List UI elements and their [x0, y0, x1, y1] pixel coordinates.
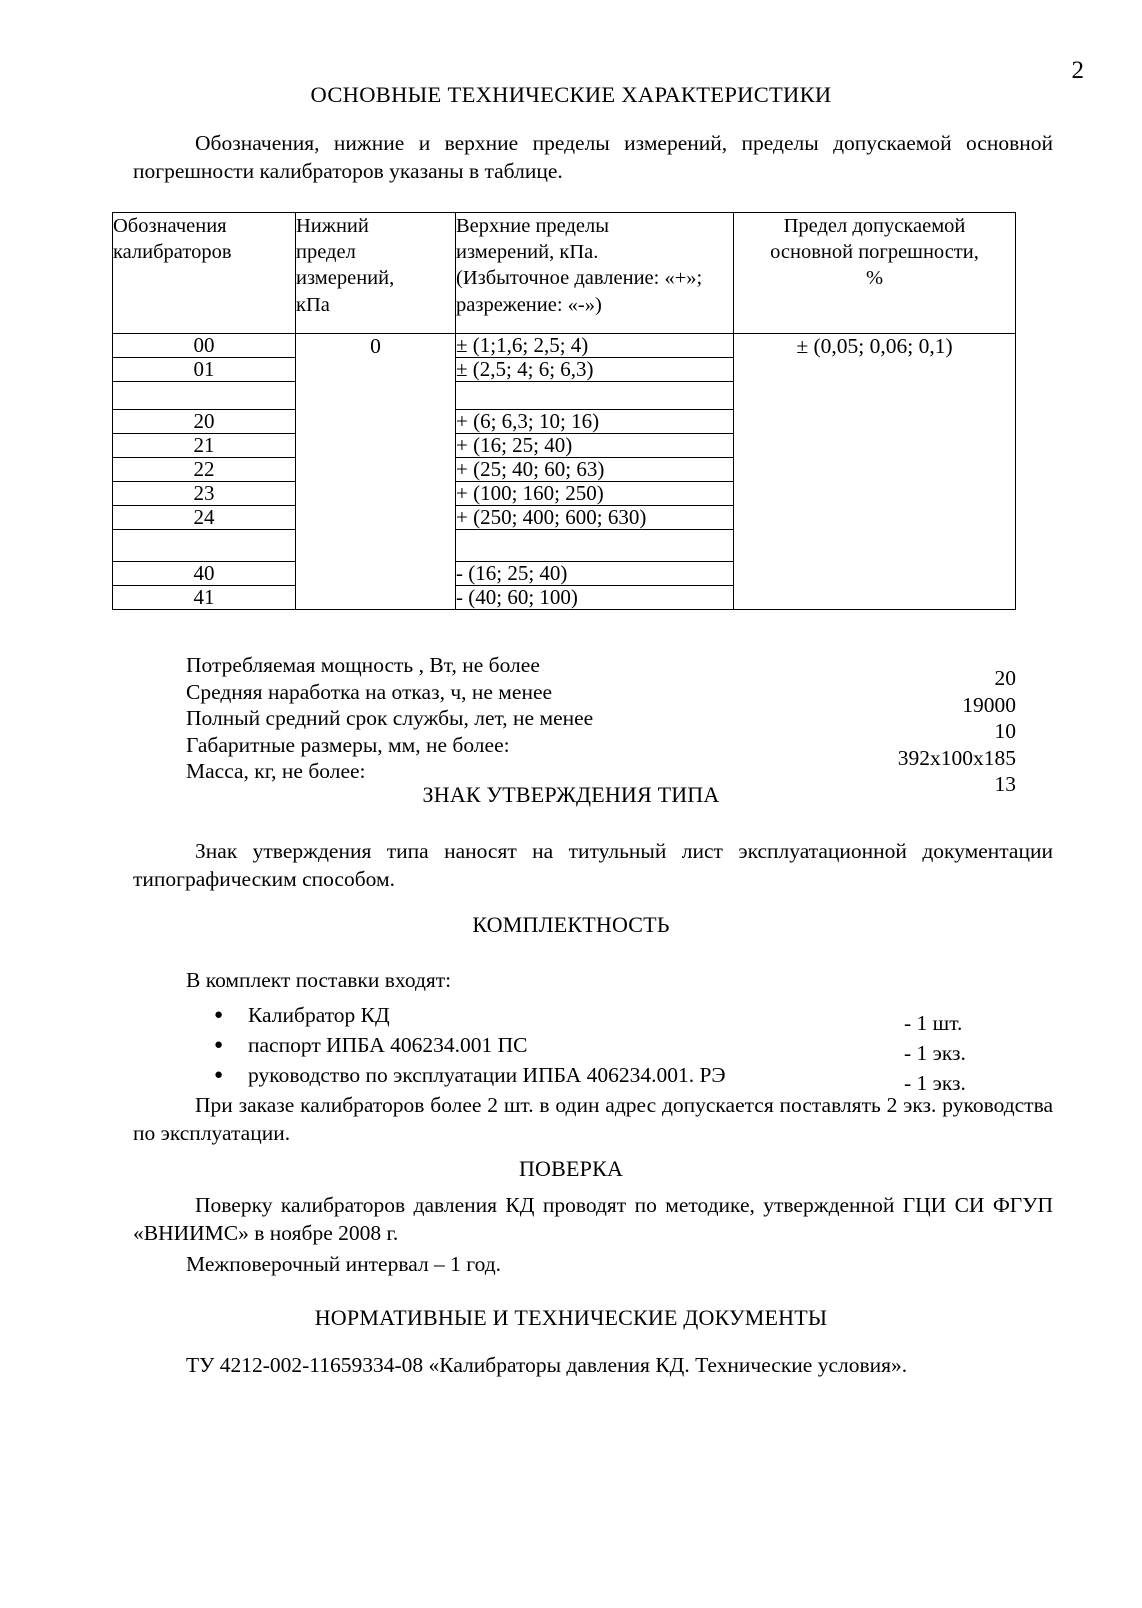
- cell-upper-limit: [456, 382, 734, 410]
- cell-code: 40: [113, 562, 296, 586]
- paragraph-verification: Поверку калибраторов давления КД проводят по методике, утвержденной ГЦИ СИ ФГУП «ВНИИМС» в ноябре 2008 г.: [133, 1193, 1053, 1245]
- cell-upper-limit: ± (2,5; 4; 6; 6,3): [456, 358, 734, 382]
- spec-value: 19000: [962, 692, 1016, 717]
- header-upper-line2: измерений, кПа.: [456, 241, 599, 264]
- spec-label: Габаритные размеры, мм, не более:: [186, 732, 510, 757]
- paragraph-normative-document: ТУ 4212-002-11659334-08 «Калибраторы давления КД. Технические условия».: [186, 1353, 908, 1377]
- completeness-items-list: [186, 1000, 1016, 1095]
- header-error-line3: %: [865, 267, 884, 290]
- table-header-row: [113, 213, 1016, 334]
- list-item-label: руководство по эксплуатации ИПБА 406234.001. РЭ: [248, 1063, 726, 1087]
- header-designation-line2: калибраторов: [113, 241, 232, 264]
- paragraph-approval-mark: Знак утверждения типа наносят на титульный лист эксплуатационной документации типографическим способом.: [133, 839, 1053, 891]
- heading-normative-documents: НОРМАТИВНЫЕ И ТЕХНИЧЕСКИЕ ДОКУМЕНТЫ: [314, 1305, 828, 1330]
- header-error-line1: Предел допускаемой: [783, 215, 966, 237]
- list-item-label: паспорт ИПБА 406234.001 ПС: [248, 1033, 528, 1057]
- cell-code: 00: [113, 334, 296, 358]
- header-upper-line4: разрежение: «-»): [456, 293, 602, 316]
- list-item: [186, 1060, 1016, 1095]
- intro-paragraph: Обозначения, нижние и верхние пределы измерений, пределы допускаемой основной погрешности калибраторов указаны в таблице.: [133, 131, 1053, 183]
- bullet-icon: ●: [214, 1037, 224, 1053]
- heading-verification: ПОВЕРКА: [518, 1156, 624, 1181]
- cell-code: [113, 530, 296, 562]
- table-row: [113, 334, 1016, 358]
- bullet-icon: ●: [214, 1067, 224, 1083]
- cell-lower-limit-merged: 0: [296, 334, 456, 610]
- header-upper-line3: (Избыточное давление: «+»;: [456, 267, 703, 290]
- cell-code: [113, 382, 296, 410]
- list-item-quantity: - 1 шт.: [904, 1011, 963, 1035]
- cell-upper-limit: ± (1;1,6; 2,5; 4): [456, 334, 734, 358]
- cell-upper-limit: + (100; 160; 250): [456, 482, 734, 506]
- list-item-quantity: - 1 экз.: [904, 1041, 966, 1065]
- spec-row-mtbf: [186, 679, 1016, 717]
- spec-value: 10: [994, 719, 1016, 743]
- cell-upper-limit: - (16; 25; 40): [456, 562, 734, 586]
- cell-code: 21: [113, 434, 296, 458]
- spec-label: Потребляемая мощность , Вт, не более: [186, 653, 540, 677]
- list-item-quantity: - 1 экз.: [904, 1071, 966, 1095]
- spec-label: Полный средний срок службы, лет, не менее: [186, 706, 594, 730]
- header-cell-lower-limit: [296, 213, 456, 334]
- cell-code: 41: [113, 586, 296, 610]
- header-lower-line1: Нижний: [296, 215, 369, 237]
- heading-approval-mark: ЗНАК УТВЕРЖДЕНИЯ ТИПА: [422, 782, 720, 807]
- list-item: [186, 1030, 1016, 1065]
- header-upper-line1: Верхние пределы: [456, 215, 610, 237]
- spec-value: 13: [994, 772, 1016, 796]
- cell-upper-limit: + (25; 40; 60; 63): [456, 458, 734, 482]
- list-item-label: Калибратор КД: [248, 1003, 390, 1027]
- calibrator-specifications-table: [112, 212, 1015, 610]
- header-lower-line4: кПа: [296, 293, 330, 316]
- page-number: 2: [1071, 57, 1084, 84]
- header-lower-line2: предел: [296, 241, 356, 264]
- cell-upper-limit: - (40; 60; 100): [456, 586, 734, 610]
- spec-label: Средняя наработка на отказ, ч, не менее: [186, 679, 553, 704]
- cell-upper-limit: + (16; 25; 40): [456, 434, 734, 458]
- paragraph-order-note: При заказе калибраторов более 2 шт. в один адрес допускается поставлять 2 экз. руководства по эксплуатации.: [133, 1093, 1053, 1145]
- spec-label: Масса, кг, не более:: [186, 759, 366, 783]
- heading-completeness: КОМПЛЕКТНОСТЬ: [472, 912, 670, 937]
- cell-upper-limit: + (6; 6,3; 10; 16): [456, 410, 734, 434]
- list-item: [186, 1000, 1016, 1035]
- cell-error-limit-merged: ± (0,05; 0,06; 0,1): [734, 334, 1016, 610]
- header-cell-designation: [113, 213, 296, 334]
- cell-code: 20: [113, 410, 296, 434]
- cell-code: 01: [113, 358, 296, 382]
- header-cell-upper-limits: [456, 213, 734, 334]
- header-lower-line3: измерений,: [296, 267, 395, 290]
- header-error-line2: основной погрешности,: [770, 241, 979, 264]
- spec-row-dimensions: [186, 732, 1016, 770]
- cell-code: 23: [113, 482, 296, 506]
- cell-upper-limit: [456, 530, 734, 562]
- paragraph-verification-interval: Межповерочный интервал – 1 год.: [186, 1252, 502, 1276]
- spec-row-service-life: [186, 705, 1016, 743]
- cell-upper-limit: + (250; 400; 600; 630): [456, 506, 734, 530]
- header-designation-line1: Обозначения: [113, 215, 227, 237]
- completeness-intro: В комплект поставки входят:: [186, 968, 452, 992]
- page-title: ОСНОВНЫЕ ТЕХНИЧЕСКИЕ ХАРАКТЕРИСТИКИ: [310, 82, 832, 107]
- header-cell-error-limit: [734, 213, 1016, 334]
- cell-code: 22: [113, 458, 296, 482]
- cell-code: 24: [113, 506, 296, 530]
- spec-value: 20: [994, 666, 1016, 690]
- bullet-icon: ●: [214, 1007, 224, 1023]
- spec-row-power: [186, 652, 1016, 690]
- spec-value: 392x100x185: [897, 745, 1016, 770]
